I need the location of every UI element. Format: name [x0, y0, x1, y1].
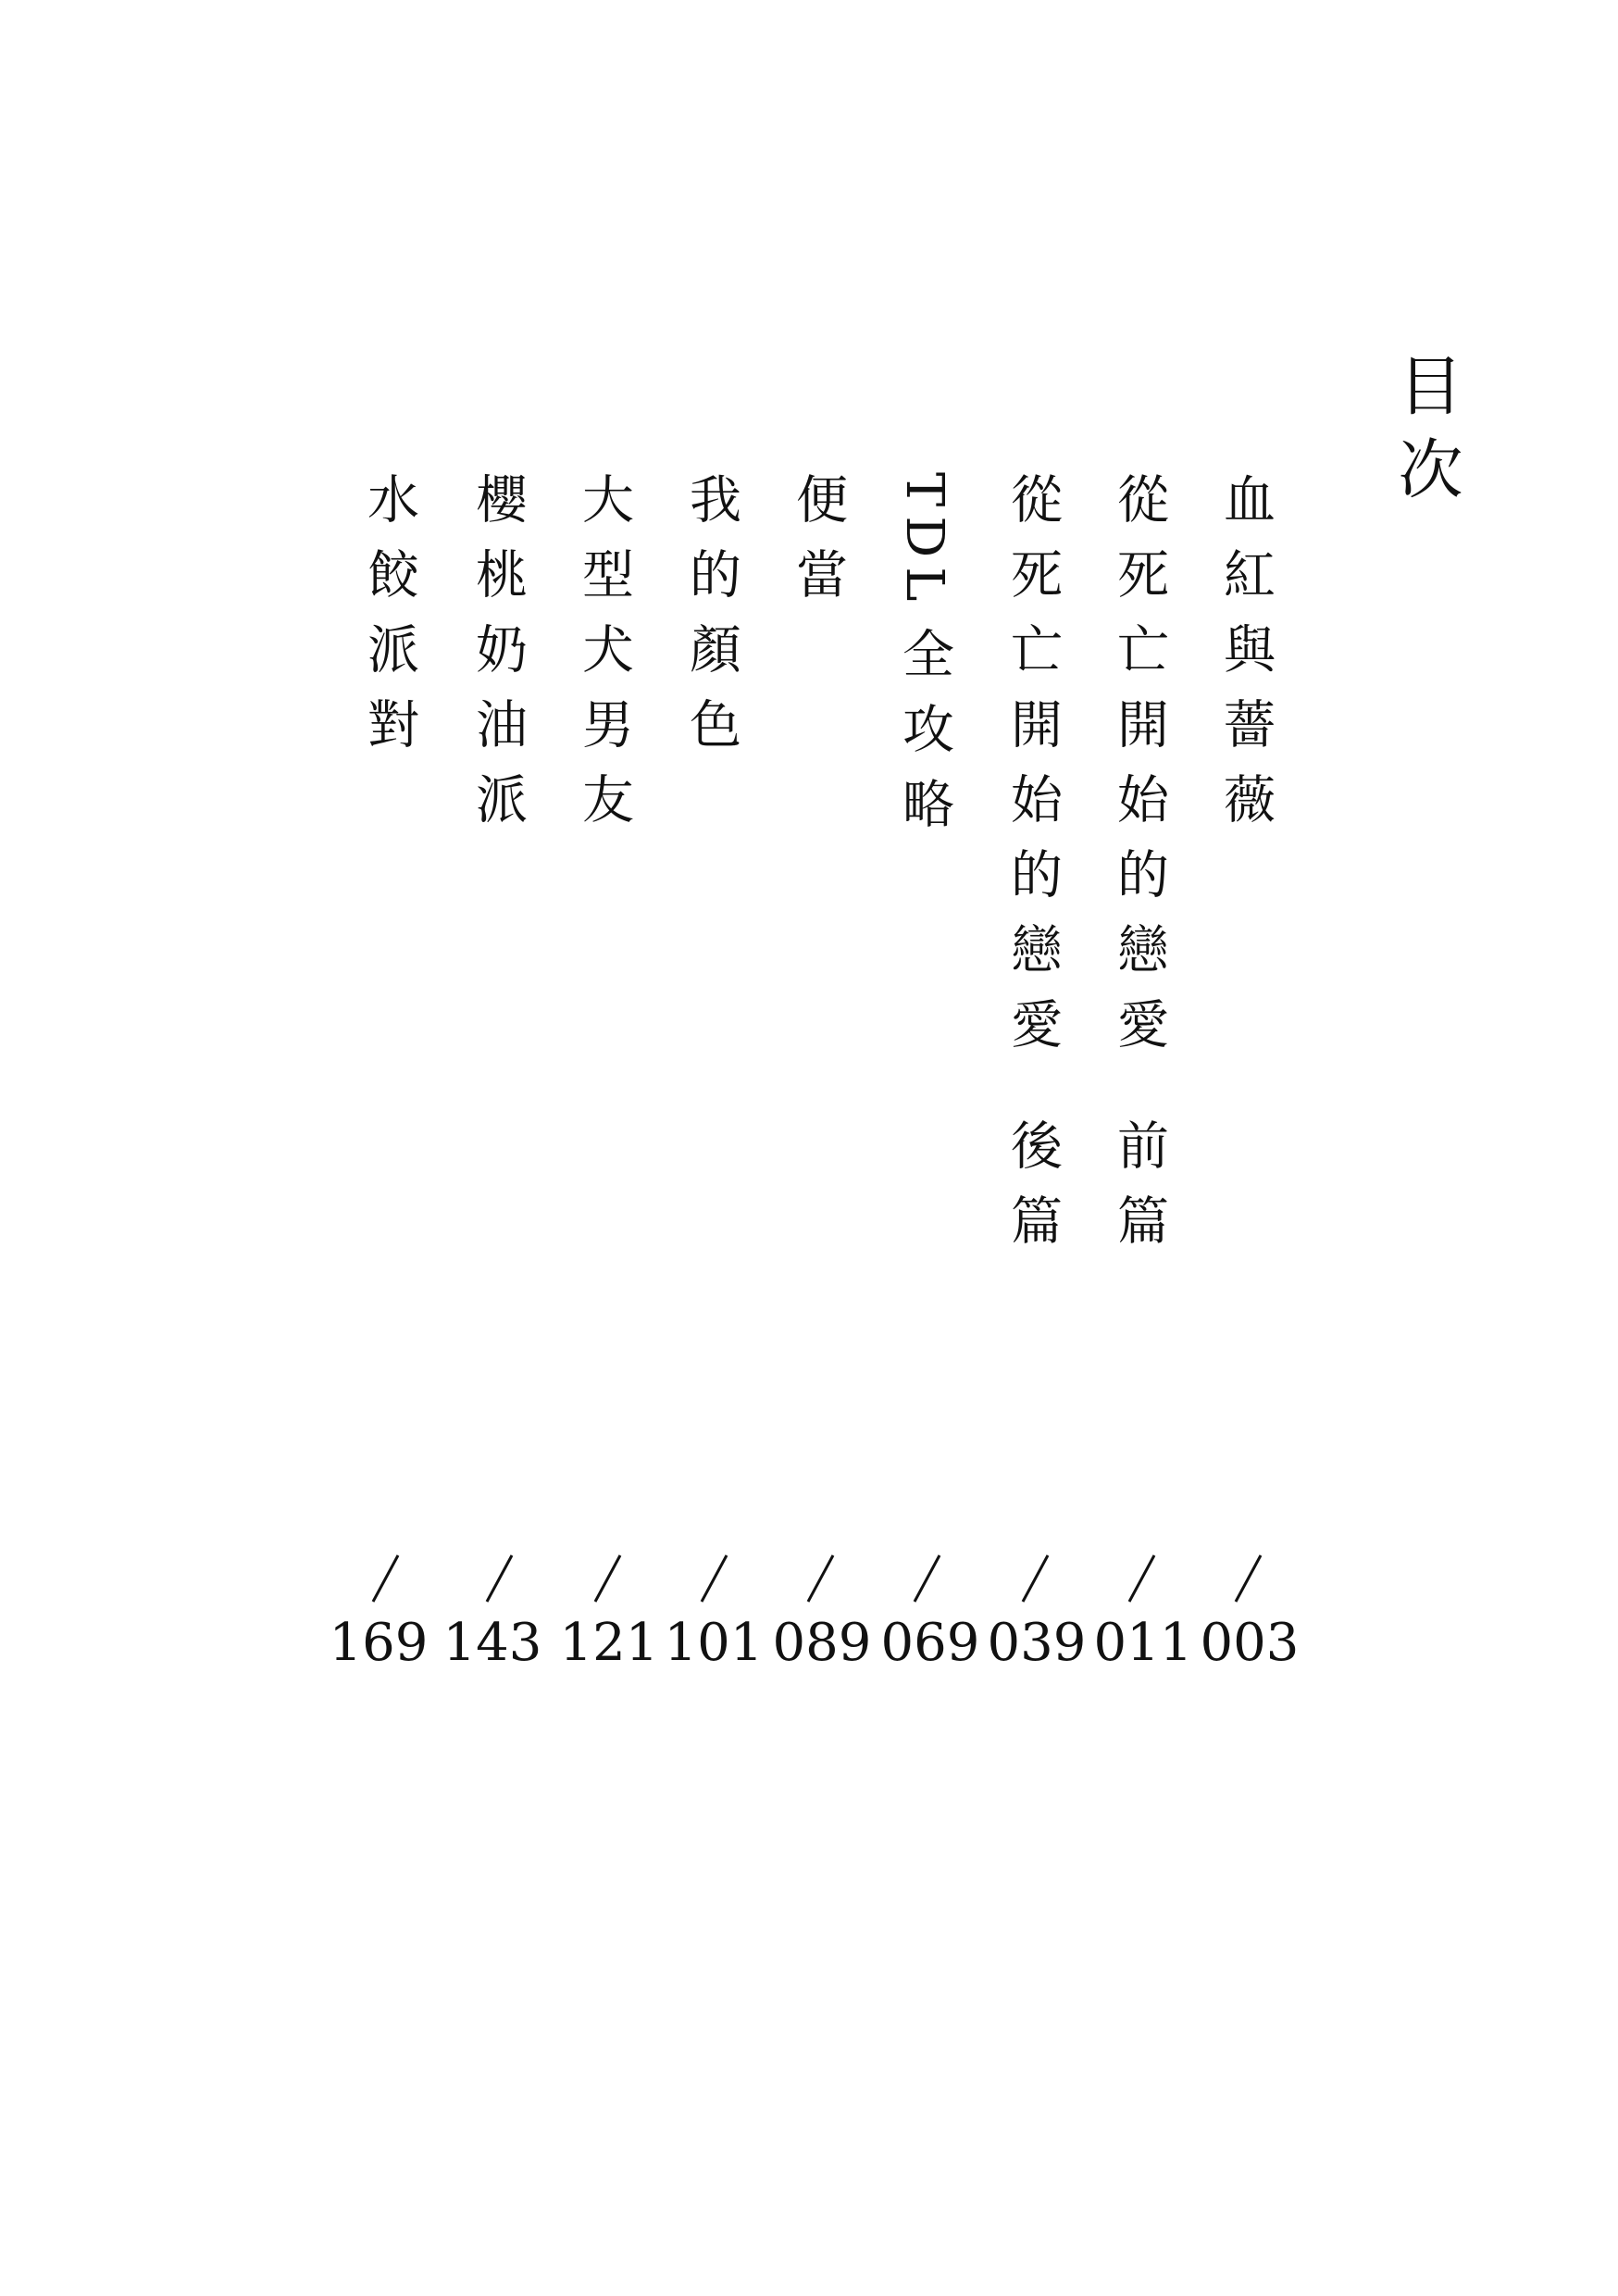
page-number-2: 011: [1093, 1613, 1193, 1673]
page-number-4: 069: [880, 1613, 980, 1673]
entry-title: 便當: [788, 472, 848, 622]
entry-title: 從死亡開始的戀愛: [1109, 472, 1169, 1072]
toc-entry-5[interactable]: [780, 472, 854, 622]
slash-separator: [1228, 1551, 1265, 1606]
toc-entry-9[interactable]: [352, 472, 426, 772]
toc-entry-7[interactable]: [566, 472, 641, 847]
page-number-7: 121: [559, 1613, 659, 1673]
slash-separator: [588, 1551, 625, 1606]
entry-title-latin: TDL: [894, 472, 954, 611]
slash-separator: [907, 1551, 944, 1606]
toc-entry-6[interactable]: [674, 472, 748, 772]
slash-separator: [1015, 1551, 1052, 1606]
slash-separator: [801, 1551, 838, 1606]
entry-title: 全攻略: [894, 627, 954, 853]
entry-subtitle: 後篇: [1002, 1118, 1063, 1268]
toc-entry-2[interactable]: [1101, 472, 1176, 1268]
entry-title: 水餃派對: [359, 472, 419, 772]
toc-entry-1[interactable]: [1208, 472, 1282, 847]
page-number-6: 101: [664, 1613, 764, 1673]
entry-title: 從死亡開始的戀愛: [1002, 472, 1063, 1072]
toc-entry-3[interactable]: [995, 472, 1069, 1268]
page-number-9: 169: [329, 1613, 429, 1673]
page-number-8: 143: [442, 1613, 542, 1673]
slash-separator: [479, 1551, 517, 1606]
toc-entry-8[interactable]: [460, 472, 534, 847]
toc-heading: 目次: [1388, 352, 1463, 518]
entry-title: 血紅與薔薇: [1215, 472, 1276, 847]
entry-title: 櫻桃奶油派: [467, 472, 528, 847]
entry-title: 大型犬男友: [574, 472, 634, 847]
slash-separator: [1122, 1551, 1159, 1606]
page-number-3: 039: [987, 1613, 1087, 1673]
entry-subtitle: 前篇: [1109, 1118, 1169, 1268]
page-number-1: 003: [1200, 1613, 1300, 1673]
slash-separator: [694, 1551, 731, 1606]
toc-entry-4[interactable]: [887, 472, 961, 852]
entry-title: 我的顏色: [681, 472, 741, 772]
page-number-5: 089: [772, 1613, 872, 1673]
slash-separator: [366, 1551, 403, 1606]
